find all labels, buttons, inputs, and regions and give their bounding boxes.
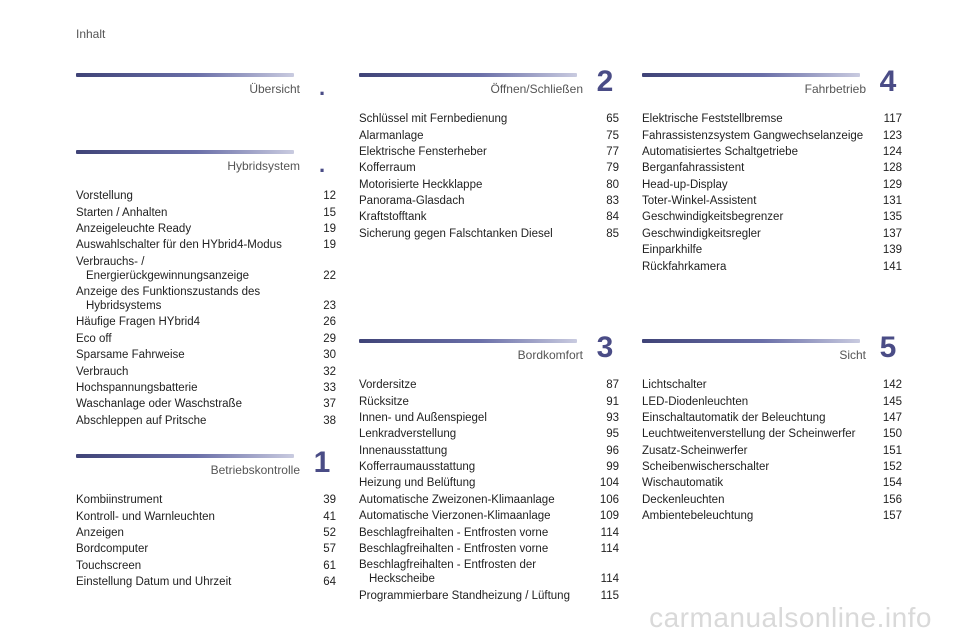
toc-entry-page: 141 [882,260,902,273]
toc-entry-title-line: Kontroll- und Warnleuchten [76,510,215,523]
toc-entry[interactable] [76,574,336,590]
toc-entry-page: 83 [606,195,619,208]
toc-entry-title [642,378,883,392]
toc-entry-page: 84 [606,211,619,224]
toc-entry-title [359,112,606,126]
section-header [76,73,336,103]
toc-entry-title [76,542,323,556]
toc-entry[interactable] [642,258,902,274]
toc-entry-title [359,178,606,192]
toc-entry-title [76,381,323,395]
section-bar [359,73,577,77]
toc-entry-page: 139 [882,244,902,257]
toc-entry[interactable] [642,492,902,508]
section-title[interactable]: Übersicht [249,82,300,96]
section-header [359,331,619,369]
toc-entry[interactable] [359,508,619,524]
section-bar [642,339,860,343]
section-betrieb [76,446,336,590]
toc-entry-title [76,332,323,346]
toc-entry-title [359,509,600,523]
toc-entry-title-line: Fahrassistenzsystem Gangwechselanzeige [642,129,864,142]
section-header [359,65,619,103]
toc-entry-title-line: Eco off [76,332,112,345]
toc-entry-page: 41 [323,510,336,523]
toc-entry-page: 131 [882,195,902,208]
toc-entry-title-line: Vorstellung [76,190,133,203]
toc-entry[interactable] [76,237,336,253]
toc-list [642,377,902,524]
toc-entry-title-line: Heizung und Belüftung [359,477,476,490]
section-number: 3 [596,331,614,364]
toc-entry-title [642,243,883,257]
toc-entry-page: 80 [606,178,619,191]
toc-entry-title-line: Wischautomatik [642,477,724,490]
toc-entry-title-line: Einparkhilfe [642,244,703,257]
toc-entry-title-line: Kofferraum [359,162,416,175]
section-oeffnen [359,65,619,242]
toc-entry-page: 19 [323,239,336,252]
toc-entry-title [76,285,323,313]
toc-entry-page: 109 [599,510,619,523]
toc-entry-title [76,510,323,524]
toc-entry-title-line: Schlüssel mit Fernbedienung [359,113,508,126]
toc-entry-title [642,476,883,490]
toc-entry[interactable] [642,459,902,475]
toc-entry-title [642,112,884,126]
toc-entry-title [642,411,883,425]
toc-entry-title-line: Beschlagfreihalten - Entfrosten der [359,559,537,572]
toc-entry-page: 114 [600,526,619,539]
toc-entry-title-line: Anzeige des Funktionszustands des [76,286,261,299]
toc-entry-page: 128 [882,162,902,175]
toc-entry[interactable] [642,144,902,160]
toc-entry-title-line: Alarmanlage [359,129,424,142]
toc-entry-title-line: Automatisiertes Schaltgetriebe [642,145,798,158]
section-number: 2 [596,65,614,98]
toc-entry[interactable] [76,363,336,379]
toc-entry-page: 114 [600,542,619,555]
section-number: 1 [313,446,331,479]
toc-entry-page: 142 [882,379,902,392]
section-title[interactable]: Fahrbetrieb [804,82,866,96]
toc-entry-title-line: Einschaltautomatik der Beleuchtung [642,411,826,424]
section-bord [359,331,619,604]
toc-entry[interactable] [76,558,336,574]
toc-entry-page: 104 [599,477,619,490]
toc-entry-title [359,161,606,175]
toc-entry[interactable] [76,541,336,557]
toc-entry-title-line: Verbrauchs- / [76,255,145,268]
toc-entry-title-line: Verbrauch [76,365,129,378]
section-bar [76,150,294,154]
toc-entry-title [76,238,323,252]
toc-entry-title [76,414,323,428]
toc-entry[interactable] [359,410,619,426]
toc-entry-title-line: Kofferraumausstattung [359,461,476,474]
toc-entry-page: 32 [323,365,336,378]
toc-list [76,492,336,590]
toc-entry-title [642,460,883,474]
toc-entry-title [359,194,606,208]
section-bar [76,73,294,77]
section-title[interactable]: Bordkomfort [517,348,583,362]
toc-entry[interactable] [76,188,336,204]
toc-entry-title-line: Deckenleuchten [642,493,725,506]
toc-entry-title-line: Toter-Winkel-Assistent [642,195,757,208]
section-number: 4 [879,65,897,98]
toc-entry-title [359,460,606,474]
toc-entry[interactable] [76,413,336,429]
toc-entry-page: 15 [323,206,336,219]
toc-entry[interactable] [642,193,902,209]
toc-entry-page: 85 [606,227,619,240]
toc-entry[interactable] [642,209,902,225]
toc-entry-title [359,444,606,458]
toc-entry-title-line: Head-up-Display [642,178,728,191]
toc-entry-page: 87 [606,379,619,392]
toc-entry-title-line: Zusatz-Scheinwerfer [642,444,748,457]
toc-entry-title-line: Hochspannungsbatterie [76,381,198,394]
toc-entry[interactable] [359,524,619,540]
toc-entry[interactable] [359,127,619,143]
toc-entry-title [359,227,606,241]
toc-entry-title [359,427,606,441]
toc-entry-title-line: Berganfahrassistent [642,162,745,175]
toc-entry-title-line: Abschleppen auf Pritsche [76,414,207,427]
toc-entry[interactable] [359,377,619,393]
toc-entry-title [76,348,323,362]
toc-entry-title-line: Einstellung Datum und Uhrzeit [76,576,232,589]
toc-entry-title [359,526,601,540]
toc-entry-page: 52 [323,526,336,539]
toc-entry-title-line: Waschanlage oder Waschstraße [76,398,242,411]
section-title[interactable]: Hybridsystem [227,159,300,173]
toc-entry-title [76,315,323,329]
toc-entry[interactable] [76,314,336,330]
toc-entry[interactable] [359,475,619,491]
toc-entry-title-line: Motorisierte Heckklappe [359,178,483,191]
toc-entry-title-line: Vordersitze [359,379,417,392]
toc-entry-page: 29 [323,332,336,345]
toc-entry-page: 137 [882,227,902,240]
toc-entry-title-line: Sicherung gegen Falschtanken Diesel [359,227,553,240]
toc-entry-page: 151 [882,444,902,457]
section-number: 5 [879,331,897,364]
toc-entry-title [76,397,323,411]
toc-entry-title-line: Elektrische Feststellbremse [642,113,783,126]
toc-entry-title-continuation: Energierückgewinnungsanzeige [86,269,250,282]
toc-entry-title [359,589,601,603]
toc-entry-title-line: Scheibenwischerschalter [642,461,770,474]
watermark: carmanualsonline.info [649,602,932,633]
toc-entry-title [76,222,323,236]
toc-entry-title-line: Anzeigen [76,526,124,539]
toc-entry-title-line: Innen- und Außenspiegel [359,411,487,424]
toc-entry-page: 75 [606,129,619,142]
toc-entry-title-line: Geschwindigkeitsregler [642,227,761,240]
toc-entry-title-line: Sparsame Fahrweise [76,349,185,362]
toc-entry-title [359,476,600,490]
toc-entry[interactable] [642,177,902,193]
toc-entry-title-line: Beschlagfreihalten - Entfrosten vorne [359,542,549,555]
toc-entry-title [359,542,601,556]
toc-entry[interactable] [76,204,336,220]
section-bar [359,339,577,343]
toc-entry-title-line: Ambientebeleuchtung [642,510,754,523]
toc-entry-page: 129 [882,178,902,191]
toc-entry-page: 147 [882,411,902,424]
toc-entry-title [76,559,323,573]
toc-list [76,188,336,429]
toc-entry-page: 61 [323,559,336,572]
toc-entry-page: 154 [882,477,902,490]
toc-entry[interactable] [642,410,902,426]
toc-entry[interactable] [76,492,336,508]
toc-entry-page: 37 [323,398,336,411]
toc-entry-title [359,411,606,425]
toc-entry-page: 99 [606,461,619,474]
toc-entry[interactable] [76,508,336,524]
toc-entry-title-line: Automatische Zweizonen-Klimaanlage [359,493,555,506]
toc-entry[interactable] [76,284,336,314]
toc-entry-page: 145 [882,395,902,408]
toc-entry[interactable] [642,426,902,442]
toc-entry-title-line: Elektrische Fensterheber [359,145,487,158]
toc-entry-title [76,189,323,203]
section-sicht [642,331,902,524]
toc-entry[interactable] [359,459,619,475]
toc-entry[interactable] [76,347,336,363]
section-uebersicht [76,73,336,103]
toc-entry-title-line: Automatische Vierzonen-Klimaanlage [359,510,551,523]
toc-entry-title-line: LED-Diodenleuchten [642,395,749,408]
toc-entry-title [642,129,883,143]
toc-entry-title-line: Anzeigeleuchte Ready [76,222,192,235]
toc-entry-title-line: Kombiinstrument [76,494,163,507]
toc-entry-title-line: Häufige Fragen HYbrid4 [76,316,201,329]
toc-entry[interactable] [642,242,902,258]
toc-entry-title-line: Rückfahrkamera [642,260,727,273]
toc-entry[interactable] [76,331,336,347]
toc-entry-page: 115 [600,589,619,602]
toc-entry-title [359,558,601,586]
toc-entry-page: 124 [882,145,902,158]
toc-entry-title-line: Auswahlschalter für den HYbrid4-Modus [76,239,282,252]
toc-entry-page: 114 [600,573,619,586]
toc-entry-title-line: Beschlagfreihalten - Entfrosten vorne [359,526,549,539]
section-fahr [642,65,902,275]
toc-entry-page: 91 [606,395,619,408]
toc-entry-title-line: Kraftstofftank [359,211,427,224]
toc-entry-page: 26 [323,316,336,329]
toc-entry-title [76,255,323,283]
toc-entry-page: 117 [883,113,902,126]
toc-entry-title [642,444,883,458]
toc-entry-title-line: Leuchtweitenverstellung der Scheinwerfer [642,428,856,441]
section-number: . [318,152,326,177]
section-title[interactable]: Sicht [839,348,866,362]
toc-entry-page: 64 [323,576,336,589]
section-header [76,150,336,180]
toc-entry-page: 156 [882,493,902,506]
toc-entry[interactable] [76,396,336,412]
toc-entry-title [76,365,323,379]
toc-entry-page: 157 [882,510,902,523]
toc-entry-title-line: Bordcomputer [76,543,149,556]
toc-entry[interactable] [359,492,619,508]
toc-entry-title-line: Lichtschalter [642,379,707,392]
toc-entry[interactable] [359,193,619,209]
section-number: . [318,75,326,100]
toc-entry-title [642,395,883,409]
section-header [642,65,902,103]
toc-entry-page: 96 [606,444,619,457]
toc-entry-page: 30 [323,349,336,362]
toc-list [642,111,902,275]
toc-entry-title-continuation: Hybridsystems [86,300,162,313]
toc-entry[interactable] [642,443,902,459]
toc-entry-title [76,206,323,220]
toc-entry-title [642,427,883,441]
toc-entry[interactable] [642,475,902,491]
section-bar [76,454,294,458]
toc-entry-title [642,509,883,523]
toc-entry[interactable] [359,226,619,242]
page-label: Inhalt [76,27,106,41]
section-hybrid [76,150,336,429]
toc-entry-title [76,575,323,589]
toc-entry[interactable] [359,393,619,409]
toc-entry[interactable] [359,426,619,442]
toc-entry-page: 65 [606,113,619,126]
toc-entry[interactable] [359,443,619,459]
toc-list [359,377,619,604]
toc-entry-title-continuation: Heckscheibe [369,573,435,586]
toc-entry[interactable] [642,377,902,393]
toc-entry[interactable] [359,541,619,557]
toc-entry-title [76,526,323,540]
toc-entry-title [642,260,883,274]
toc-entry[interactable] [359,160,619,176]
toc-entry-page: 19 [323,222,336,235]
toc-entry[interactable] [76,221,336,237]
toc-entry-title-line: Programmierbare Standheizung / Lüftung [359,589,570,602]
toc-entry-title-line: Lenkradverstellung [359,428,457,441]
toc-entry-title [359,395,606,409]
toc-entry[interactable] [642,226,902,242]
toc-entry[interactable] [359,588,619,604]
toc-entry-page: 39 [323,494,336,507]
toc-entry-page: 135 [882,211,902,224]
toc-entry[interactable] [642,393,902,409]
toc-entry-title [642,227,883,241]
toc-entry-page: 33 [323,381,336,394]
toc-entry-title-line: Touchscreen [76,559,142,572]
toc-entry-page: 106 [599,493,619,506]
section-header [76,446,336,484]
toc-entry[interactable] [76,525,336,541]
toc-entry-title [642,145,883,159]
toc-entry-page: 150 [882,428,902,441]
toc-entry[interactable] [76,380,336,396]
toc-entry-title [359,378,606,392]
toc-entry-page: 123 [882,129,902,142]
toc-entry-title [359,145,606,159]
toc-entry-title [359,493,600,507]
toc-entry-page: 77 [606,145,619,158]
toc-entry-page: 79 [606,162,619,175]
toc-entry-title-line: Starten / Anhalten [76,206,168,219]
toc-entry-title [76,493,323,507]
toc-entry-page: 57 [323,543,336,556]
toc-entry-title [642,210,883,224]
toc-entry-title [642,161,883,175]
toc-entry-title-line: Innenausstattung [359,444,448,457]
toc-entry-page: 93 [606,411,619,424]
toc-entry-title [359,129,606,143]
toc-entry-title-line: Panorama-Glasdach [359,195,465,208]
toc-entry[interactable] [76,254,336,284]
toc-entry-title [642,493,883,507]
toc-entry-title-line: Geschwindigkeitsbegrenzer [642,211,784,224]
toc-entry[interactable] [359,111,619,127]
toc-entry[interactable] [359,177,619,193]
toc-entry-page: 38 [323,414,336,427]
toc-entry-title [359,210,606,224]
section-bar [642,73,860,77]
toc-entry[interactable] [642,508,902,524]
toc-entry-title [642,178,883,192]
toc-entry[interactable] [359,557,619,587]
toc-entry-title [642,194,883,208]
toc-entry-page: 23 [323,300,336,313]
toc-entry[interactable] [642,111,902,127]
toc-entry-page: 22 [323,269,336,282]
toc-entry[interactable] [359,144,619,160]
toc-entry[interactable] [642,160,902,176]
toc-entry[interactable] [642,127,902,143]
toc-entry[interactable] [359,209,619,225]
toc-entry-page: 95 [606,428,619,441]
section-title[interactable]: Öffnen/Schließen [490,82,583,96]
toc-entry-page: 152 [882,461,902,474]
toc-entry-title-line: Rücksitze [359,395,409,408]
section-title[interactable]: Betriebskontrolle [210,463,300,477]
toc-entry-page: 12 [323,190,336,203]
section-header [642,331,902,369]
toc-list [359,111,619,242]
